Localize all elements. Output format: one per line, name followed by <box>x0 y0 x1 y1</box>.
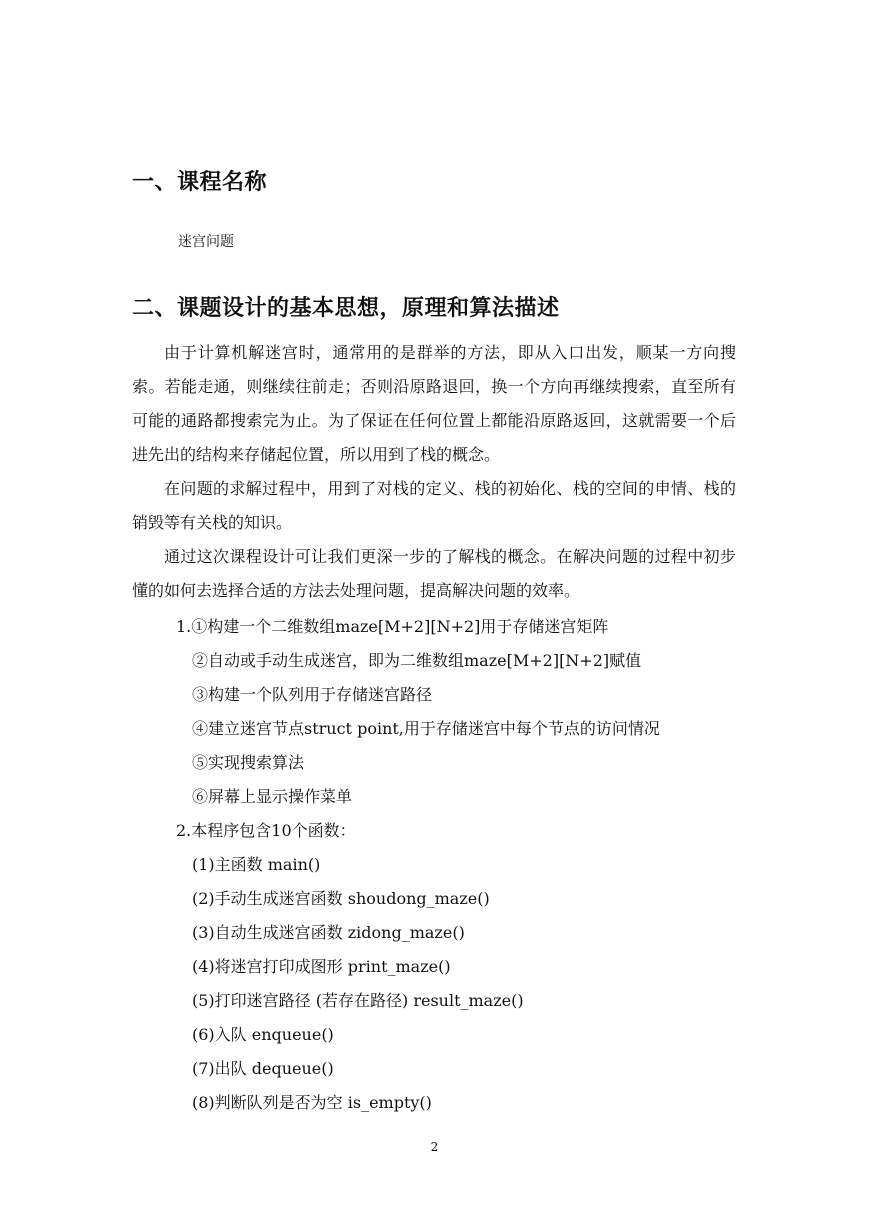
list2-title: 2.本程序包含10个函数： <box>176 821 356 840</box>
paragraph-3: 通过这次课程设计可让我们更深一步的了解栈的概念。在解决问题的过程中初步懂的如何去选择合适的方法去处理问题，提高解决问题的效率。 <box>132 547 736 600</box>
paragraph-2: 在问题的求解过程中，用到了对栈的定义、栈的初始化、栈的空间的申情、栈的销毁等有关栈的知识。 <box>132 479 736 532</box>
function-item-8: (8)判断队列是否为空 is_empty() <box>192 1093 432 1112</box>
function-item-5: (5)打印迷宫路径 (若存在路径) result_maze() <box>192 991 524 1010</box>
function-item-3: (3)自动生成迷宫函数 zidong_maze() <box>192 923 465 942</box>
list1-item-6: ⑥屏幕上显示操作菜单 <box>192 787 353 806</box>
page-number: 2 <box>430 1140 439 1154</box>
list1-item-2: ②自动或手动生成迷宫，即为二维数组maze[M+2][N+2]赋值 <box>192 651 642 670</box>
function-item-6: (6)入队 enqueue() <box>192 1025 334 1044</box>
course-name: 迷宫问题 <box>178 234 234 250</box>
function-item-1: (1)主函数 main() <box>192 855 321 874</box>
function-item-7: (7)出队 dequeue() <box>192 1059 334 1078</box>
list1-item-5: ⑤实现搜索算法 <box>192 753 305 772</box>
list1-item-1: 1.①构建一个二维数组maze[M+2][N+2]用于存储迷宫矩阵 <box>176 617 609 636</box>
function-item-4: (4)将迷宫打印成图形 print_maze() <box>192 957 451 976</box>
paragraph-1: 由于计算机解迷宫时，通常用的是群举的方法，即从入口出发，顺某一方向搜索。若能走通，则继续往前走；否则沿原路退回，换一个方向再继续搜索，直至所有可能的通路都搜索完为止。为了保证在任何位置上都能沿原路返回，这就需要一个后进先出的结构来存储起位置，所以用到了栈的概念。 <box>132 343 736 464</box>
section-1-heading: 一、课程名称 <box>132 170 268 195</box>
function-item-2: (2)手动生成迷宫函数 shoudong_maze() <box>192 889 490 908</box>
section-2-heading: 二、课题设计的基本思想，原理和算法描述 <box>132 296 560 321</box>
list1-item-3: ③构建一个队列用于存储迷宫路径 <box>192 685 433 704</box>
list1-item-4: ④建立迷宫节点struct point,用于存储迷宫中每个节点的访问情况 <box>192 719 660 738</box>
